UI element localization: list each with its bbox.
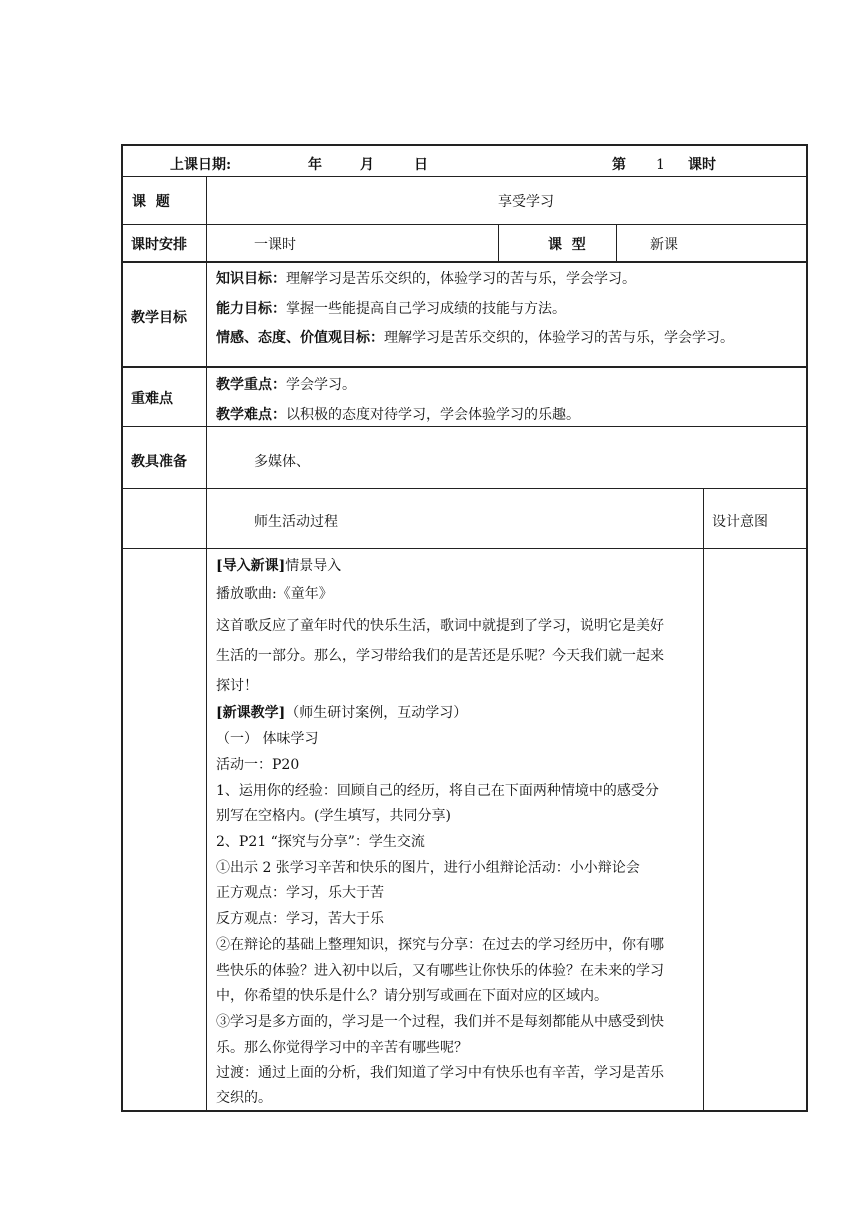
tools-value: 多媒体、 <box>254 454 310 470</box>
goal-knowledge <box>216 270 636 288</box>
process-line: 1、运用你的经验：回顾自己的经历，将自己在下面两种情境中的感受分 <box>216 783 659 799</box>
keypoint-focus-head: 教学重点： <box>216 377 286 393</box>
new-lesson-line <box>216 704 467 722</box>
process-line: 活动一：P20 <box>216 757 300 773</box>
row-divider <box>121 548 808 549</box>
process-line: 别写在空格内。(学生填写，共同分享) <box>216 808 451 824</box>
year-label: 年 <box>308 157 322 173</box>
keypoint-focus-text: 学会学习。 <box>286 377 356 393</box>
keypoint-difficulty-head: 教学难点： <box>216 407 286 423</box>
lesson-suffix: 课时 <box>688 157 716 173</box>
lesson-type-value: 新课 <box>650 237 678 253</box>
goal-ability-text: 掌握一些能提高自己学习成绩的技能与方法。 <box>286 301 566 317</box>
tools-label: 教具准备 <box>131 454 187 470</box>
schedule-label: 课时安排 <box>131 237 187 253</box>
process-line: 这首歌反应了童年时代的快乐生活，歌词中就提到了学习，说明它是美好 <box>216 618 664 634</box>
process-body <box>216 557 696 1109</box>
col-divider-design <box>703 488 704 1111</box>
process-line: 探讨！ <box>216 678 258 694</box>
lesson-number: 1 <box>656 157 665 173</box>
process-line: ③学习是多方面的，学习是一个过程，我们并不是每刻都能从中感受到快 <box>216 1014 664 1030</box>
process-line: 播放歌曲:《童年》 <box>216 586 333 602</box>
col-divider-label <box>206 176 207 1111</box>
process-line: 中，你希望的快乐是什么？请分别写或画在下面对应的区域内。 <box>216 988 608 1004</box>
goal-emotion-head: 情感、态度、价值观目标： <box>216 330 384 346</box>
row-divider <box>121 176 808 177</box>
lesson-prefix: 第 <box>612 157 626 173</box>
keypoint-difficulty-text: 以积极的态度对待学习，学会体验学习的乐趣。 <box>286 407 580 423</box>
table-border-right <box>806 144 808 1112</box>
goal-emotion <box>216 329 734 347</box>
day-label: 日 <box>414 157 428 173</box>
row-divider <box>121 261 808 263</box>
process-line: 2、P21 “探究与分享”：学生交流 <box>216 834 425 850</box>
intro-line <box>216 557 341 575</box>
table-border-left <box>121 144 123 1112</box>
month-label: 月 <box>360 157 374 173</box>
table-border-bottom <box>121 1110 808 1112</box>
topic-value: 享受学习 <box>498 194 554 210</box>
new-lesson-tail: （师生研讨案例，互动学习） <box>285 705 468 721</box>
table-border-top <box>121 144 808 146</box>
process-line: （一） 体味学习 <box>216 731 319 747</box>
goals-label: 教学目标 <box>131 310 187 326</box>
goal-ability-head: 能力目标： <box>216 301 286 317</box>
goal-knowledge-text: 理解学习是苦乐交织的，体验学习的苦与乐，学会学习。 <box>286 271 636 287</box>
row-divider <box>121 426 808 427</box>
process-line: ②在辩论的基础上整理知识，探究与分享：在过去的学习经历中，你有哪 <box>216 937 664 953</box>
lesson-type-label: 课 型 <box>548 237 586 253</box>
schedule-value: 一课时 <box>254 237 296 253</box>
date-label: 上课日期: <box>170 157 232 173</box>
process-line: 生活的一部分。那么，学习带给我们的是苦还是乐呢？今天我们就一起来 <box>216 648 664 664</box>
keypoint-focus <box>216 376 356 394</box>
intro-head: [导入新课] <box>216 558 286 574</box>
goal-ability <box>216 300 566 318</box>
topic-label: 课 题 <box>132 194 170 210</box>
process-line: 过渡：通过上面的分析，我们知道了学习中有快乐也有辛苦，学习是苦乐 <box>216 1065 664 1081</box>
intro-tail: 情景导入 <box>285 558 342 574</box>
row-divider <box>121 224 808 225</box>
design-intent-header: 设计意图 <box>712 514 768 530</box>
process-line: ①出示 2 张学习辛苦和快乐的图片，进行小组辩论活动：小小辩论会 <box>216 860 640 876</box>
row-divider <box>121 488 808 489</box>
process-line: 正方观点：学习，乐大于苦 <box>216 885 384 901</box>
keypoints-label: 重难点 <box>131 391 173 407</box>
col-divider-schedule <box>498 224 499 262</box>
new-lesson-head: [新课教学] <box>216 705 286 721</box>
keypoint-difficulty <box>216 406 580 424</box>
process-header: 师生活动过程 <box>254 514 338 530</box>
process-line: 交织的。 <box>216 1090 272 1106</box>
row-divider <box>121 366 808 368</box>
goal-knowledge-head: 知识目标： <box>216 271 286 287</box>
goal-emotion-text: 理解学习是苦乐交织的，体验学习的苦与乐，学会学习。 <box>384 330 734 346</box>
process-line: 反方观点：学习，苦大于乐 <box>216 911 384 927</box>
process-line: 乐。那么你觉得学习中的辛苦有哪些呢？ <box>216 1040 468 1056</box>
col-divider-type <box>616 224 617 262</box>
process-line: 些快乐的体验？进入初中以后，又有哪些让你快乐的体验？在未来的学习 <box>216 963 664 979</box>
